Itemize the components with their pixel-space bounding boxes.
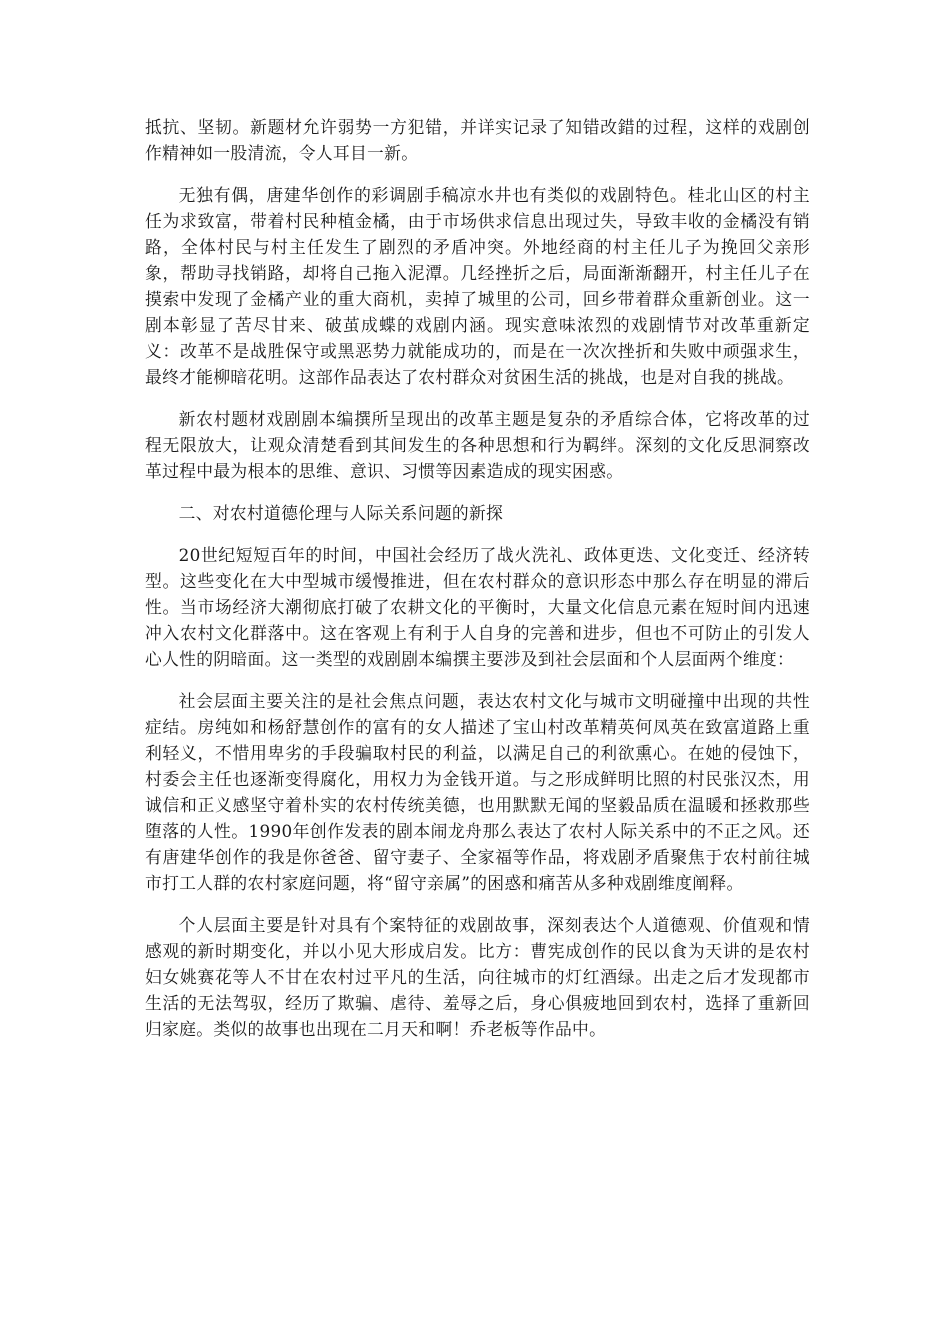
paragraph-reform-theme: 新农村题材戏剧剧本编撰所呈现出的改革主题是复杂的矛盾综合体，它将改革的过程无限放大，让观众清楚看到其间发生的各种思想和行为羁绊。深刻的文化反思洞察改革过程中最为根本的思维、意识、习惯等因素造成的现实困惑。 <box>145 409 810 481</box>
paragraph-individual-level: 个人层面主要是针对具有个案特征的戏剧故事，深刻表达个人道德观、价值观和情感观的新时期变化，并以小见大形成启发。比方：曹宪成创作的民以食为天讲的是农村妇女姚赛花等人不甘在农村过平凡的生活，向往城市的灯红酒绿。出走之后才发现都市生活的无法驾驭，经历了欺骗、虐待、羞辱之后，身心俱疲地回到农村，选择了重新回归家庭。类似的故事也出现在二月天和啊！乔老板等作品中。 <box>145 915 810 1039</box>
paragraph-continuation: 抵抗、坚韧。新题材允许弱势一方犯错，并详实记录了知错改錯的过程，这样的戏剧创作精神如一股清流，令人耳目一新。 <box>145 117 810 163</box>
document-body <box>145 114 810 1058</box>
section-heading-2: 二、对农村道德伦理与人际关系问题的新探 <box>178 503 504 523</box>
paragraph-social-level: 社会层面主要关注的是社会焦点问题，表达农村文化与城市文明碰撞中出现的共性症结。房纯如和杨舒慧创作的富有的女人描述了宝山村改革精英何凤英在致富道路上重利轻义，不惜用卑劣的手段骗取村民的利益，以满足自己的利欲熏心。在她的侵蚀下，村委会主任也逐渐变得腐化，用权力为金钱开道。与之形成鲜明比照的村民张汉杰，用诚信和正义感坚守着朴实的农村传统美德，也用默默无闻的坚毅品质在温暖和拯救那些堕落的人性。1990年创作发表的剧本闹龙舟那么表达了农村人际关系中的不正之风。还有唐建华创作的我是你爸爸、留守妻子、全家福等作品，将戏剧矛盾聚焦于农村前往城市打工人群的农村家庭问题，将“留守亲属”的困惑和痛苦从多种戏剧维度阐释。 <box>145 691 810 893</box>
paragraph-liangshuijing: 无独有偶，唐建华创作的彩调剧手稿凉水井也有类似的戏剧特色。桂北山区的村主任为求致富，带着村民种植金橘，由于市场供求信息出现过失，导致丰收的金橘没有销路，全体村民与村主任发生了剧烈的矛盾冲突。外地经商的村主任儿子为挽回父亲形象，帮助寻找销路，却将自己拖入泥潭。几经挫折之后，局面渐渐翻开，村主任儿子在摸索中发现了金橘产业的重大商机，卖掉了城里的公司，回乡带着群众重新创业。这一剧本彰显了苦尽甘来、破茧成蝶的戏剧内涵。现实意味浓烈的戏剧情节对改革重新定义：改革不是战胜保守或黑恶势力就能成功的，而是在一次次挫折和失败中顽强求生，最终才能柳暗花明。这部作品表达了农村群众对贫困生活的挑战，也是对自我的挑战。 <box>145 185 810 387</box>
paragraph-20th-century: 20世纪短短百年的时间，中国社会经历了战火洗礼、政体更迭、文化变迁、经济转型。这些变化在大中型城市缓慢推进，但在农村群众的意识形态中那么存在明显的滞后性。当市场经济大潮彻底打破了农耕文化的平衡时，大量文化信息元素在短时间内迅速冲入农村文化群落中。这在客观上有利于人自身的完善和进步，但也不可防止的引发人心人性的阴暗面。这一类型的戏剧剧本编撰主要涉及到社会层面和个人层面两个维度： <box>145 545 810 669</box>
